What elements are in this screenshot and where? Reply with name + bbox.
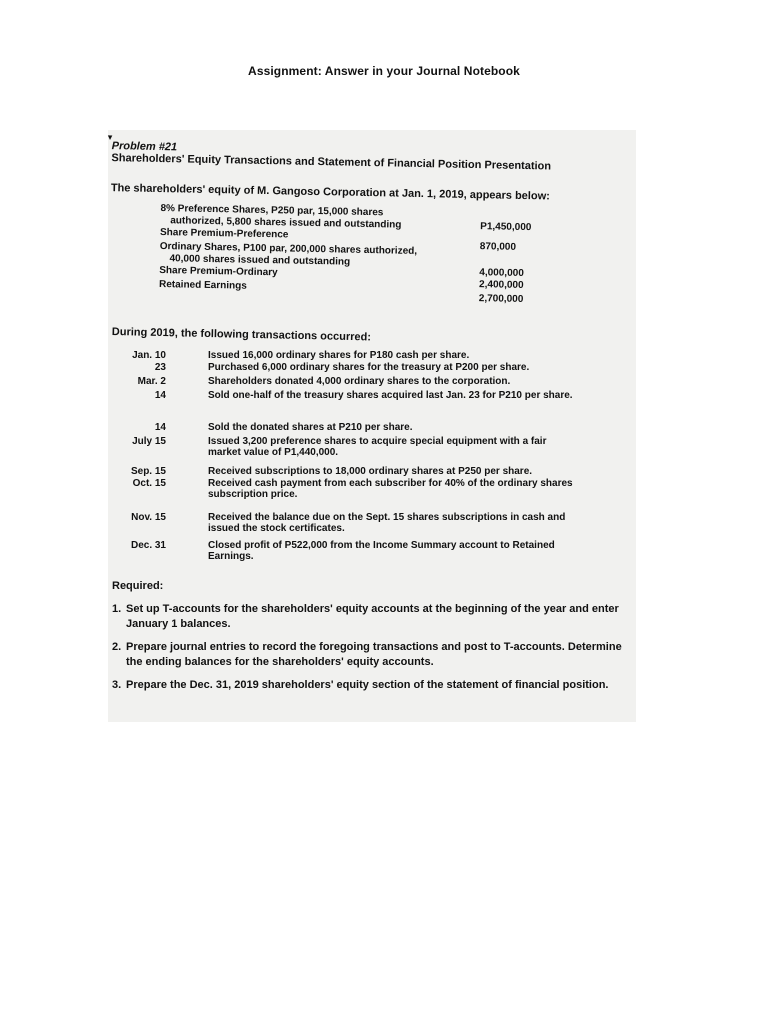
equity-label: authorized, 5,800 shares issued and outstanding [170,215,402,231]
transaction-desc: Sold one-half of the treasury shares acquired last Jan. 23 for P210 per share. [208,390,573,401]
required-heading: Required: [112,580,164,592]
transaction-desc: Closed profit of P522,000 from the Income Summary account to Retained Earnings. [208,540,555,562]
required-text: Set up T-accounts for the shareholders' equity accounts at the beginning of the year and enter January 1 balances. [126,603,619,630]
transaction-date: Mar. 2 [137,376,166,387]
transaction-desc: Received cash payment from each subscriber for 40% of the ordinary shares subscription price. [208,478,573,500]
equity-amount: P1,450,000 [480,221,532,234]
problem-title: Shareholders' Equity Transactions and Statement of Financial Position Presentation [111,152,552,173]
transaction-desc: Purchased 6,000 ordinary shares for the treasury at P200 per share. [208,362,530,373]
transaction-desc: Sold the donated shares at P210 per share. [208,422,413,433]
transaction-date: Jan. 10 [132,350,166,361]
transaction-desc: Shareholders donated 4,000 ordinary shares to the corporation. [208,376,511,387]
equity-list [158,203,561,306]
transaction-desc: Received subscriptions to 18,000 ordinary shares at P250 per share. [208,466,533,477]
equity-label: Share Premium-Ordinary [159,265,278,279]
equity-amount: 2,700,000 [478,293,524,306]
transaction-desc: Issued 16,000 ordinary shares for P180 cash per share. [208,350,470,361]
required-number: 1. [112,603,122,615]
intro-text: The shareholders' equity of M. Gangoso Corporation at Jan. 1, 2019, appears below: [110,182,550,203]
equity-label: 40,000 shares issued and outstanding [169,253,351,268]
equity-row [160,203,561,219]
transaction-desc: Issued 3,200 preference shares to acquire special equipment with a fair market value of P1,440,000. [208,436,547,458]
required-number: 3. [112,679,122,691]
transaction-date: 14 [154,422,166,433]
problem-number: Problem #21 [111,140,178,154]
tick-mark: ▾ [107,131,113,143]
equity-label: Share Premium-Preference [159,227,289,241]
scanned-problem [108,130,636,722]
transaction-date: July 15 [132,436,166,447]
equity-label: Retained Earnings [158,279,247,292]
transaction-date: 23 [154,362,166,373]
required-text: Prepare the Dec. 31, 2019 shareholders' equity section of the statement of financial position. [126,679,609,691]
transaction-date: Dec. 31 [130,540,166,551]
equity-amount: 870,000 [479,241,517,253]
page-title: Assignment: Answer in your Journal Notebook [248,64,520,78]
transaction-desc: Received the balance due on the Sept. 15 shares subscriptions in cash and issued the stock certificates. [208,512,566,534]
equity-amount: 4,000,000 [479,267,524,280]
equity-label: 8% Preference Shares, P250 par, 15,000 shares [160,203,384,219]
required-number: 2. [112,641,122,653]
transaction-date: Sep. 15 [130,466,166,477]
equity-amount: 2,400,000 [478,279,524,292]
scan-header [107,130,636,306]
during-text: During 2019, the following transactions occurred: [111,326,372,344]
transaction-date: 14 [154,390,166,401]
required-text: Prepare journal entries to record the foregoing transactions and post to T-accounts. Determine the ending balances for the shareholders' equity accounts. [126,641,622,668]
transaction-date: Nov. 15 [131,512,166,523]
equity-label: Ordinary Shares, P100 par, 200,000 shares authorized, [159,241,418,257]
transaction-date: Oct. 15 [132,478,166,489]
